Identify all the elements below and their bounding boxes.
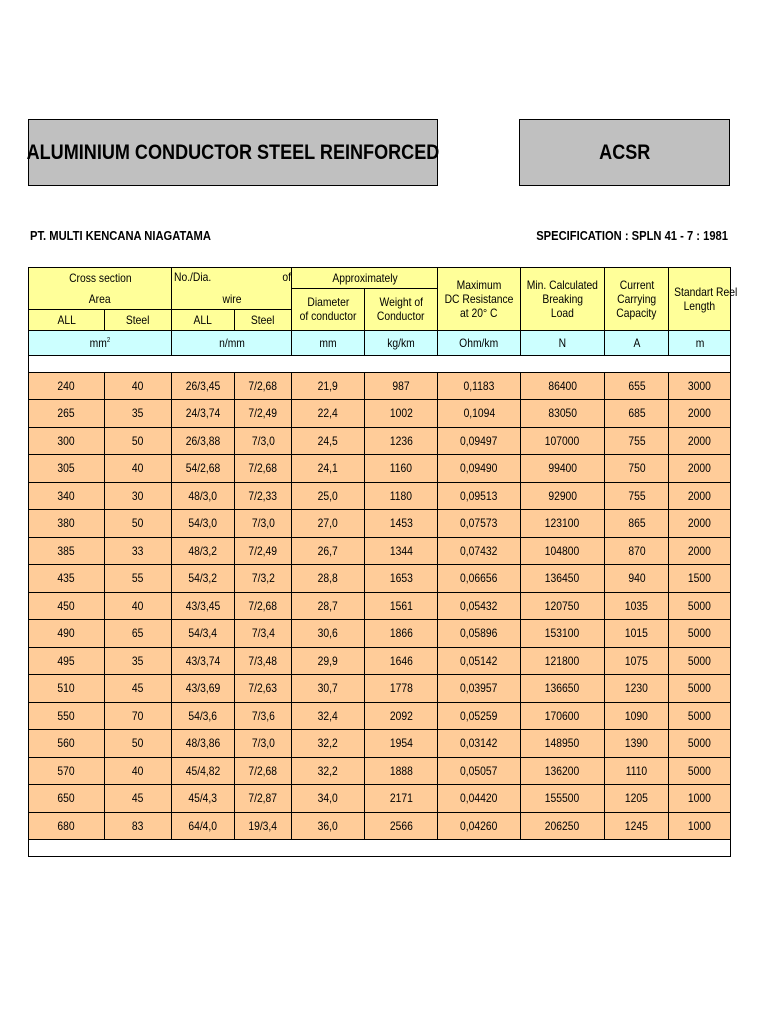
cell-area-all: 435 [29,565,105,593]
cell-wire-steel: 7/2,33 [235,482,292,510]
cell-wire-all: 43/3,74 [172,647,235,675]
cell-diameter: 32,2 [292,730,365,758]
cell-weight: 1561 [365,592,438,620]
cell-diameter: 29,9 [292,647,365,675]
cell-weight: 1954 [365,730,438,758]
end-row [29,840,731,857]
table-row [29,647,731,675]
cell-diameter: 25,0 [292,482,365,510]
cell-area-steel: 35 [105,400,172,428]
conductor-spec-table [28,267,738,857]
cell-wire-steel: 7/2,68 [235,455,292,483]
cell-diameter: 24,5 [292,427,365,455]
cell-area-all: 650 [29,785,105,813]
cell-wire-steel: 7/2,68 [235,372,292,400]
cell-area-steel: 50 [105,427,172,455]
cell-current: 750 [605,455,669,483]
document-title-text: ALUMINIUM CONDUCTOR STEEL REINFORCED [26,140,440,164]
cell-weight: 2566 [365,812,438,840]
cell-current: 1075 [605,647,669,675]
cell-weight: 1888 [365,757,438,785]
cell-wire-all: 48/3,2 [172,537,235,565]
cell-wire-steel: 7/3,48 [235,647,292,675]
cell-resistance: 0,05432 [438,592,521,620]
cell-breaking-load: 99400 [521,455,605,483]
cell-wire-all: 43/3,45 [172,592,235,620]
table-row [29,427,731,455]
cell-reel-length: 5000 [669,675,731,703]
cell-current: 685 [605,400,669,428]
cell-reel-length: 1000 [669,785,731,813]
cell-diameter: 24,1 [292,455,365,483]
cell-area-all: 340 [29,482,105,510]
cell-area-all: 380 [29,510,105,538]
cell-diameter: 30,6 [292,620,365,648]
cell-breaking-load: 83050 [521,400,605,428]
cell-wire-all: 48/3,0 [172,482,235,510]
cell-current: 865 [605,510,669,538]
header-breaking-load: Min. Calculated Breaking Load [521,268,605,331]
cell-current: 655 [605,372,669,400]
unit-weight: kg/km [365,330,438,355]
unit-breaking-load: N [521,330,605,355]
cell-wire-all: 48/3,86 [172,730,235,758]
cell-current: 1090 [605,702,669,730]
cell-wire-all: 45/4,3 [172,785,235,813]
cell-current: 1230 [605,675,669,703]
cell-diameter: 32,4 [292,702,365,730]
cell-breaking-load: 120750 [521,592,605,620]
cell-area-all: 490 [29,620,105,648]
cell-area-all: 570 [29,757,105,785]
table-row [29,510,731,538]
cell-diameter: 21,9 [292,372,365,400]
cell-wire-all: 54/2,68 [172,455,235,483]
cell-reel-length: 5000 [669,757,731,785]
table-row [29,537,731,565]
cell-current: 1035 [605,592,669,620]
cell-breaking-load: 155500 [521,785,605,813]
table-row [29,400,731,428]
table-row [29,812,731,840]
cell-resistance: 0,1183 [438,372,521,400]
cell-current: 1205 [605,785,669,813]
cell-resistance: 0,05259 [438,702,521,730]
cell-resistance: 0,09513 [438,482,521,510]
table-row [29,482,731,510]
cell-current: 1015 [605,620,669,648]
cell-area-all: 495 [29,647,105,675]
cell-reel-length: 5000 [669,730,731,758]
cell-diameter: 27,0 [292,510,365,538]
cell-wire-all: 64/4,0 [172,812,235,840]
unit-reel: m [669,330,731,355]
header-area-steel: Steel [105,309,172,330]
cell-wire-all: 26/3,88 [172,427,235,455]
cell-resistance: 0,04260 [438,812,521,840]
unit-diameter: mm [292,330,365,355]
header-resistance: Maximum DC Resistance at 20° C [438,268,521,331]
cell-wire-all: 26/3,45 [172,372,235,400]
header-current-capacity: Current Carrying Capacity [605,268,669,331]
cell-area-all: 550 [29,702,105,730]
cell-wire-steel: 7/3,6 [235,702,292,730]
header-diameter: Diameter of conductor [292,289,365,331]
cell-wire-all: 54/3,4 [172,620,235,648]
cell-area-steel: 40 [105,372,172,400]
spacer-row [29,355,731,372]
cell-wire-steel: 7/2,63 [235,675,292,703]
cell-weight: 1453 [365,510,438,538]
header-reel-length: Standart Reel Length [669,268,731,331]
cell-diameter: 26,7 [292,537,365,565]
cell-resistance: 0,05896 [438,620,521,648]
header-wire: wire [172,289,292,310]
product-code-box [519,119,730,186]
cell-reel-length: 2000 [669,510,731,538]
cell-breaking-load: 136200 [521,757,605,785]
product-code-text: ACSR [598,140,651,164]
cell-weight: 1866 [365,620,438,648]
cell-reel-length: 5000 [669,620,731,648]
cell-area-steel: 83 [105,812,172,840]
cell-weight: 1646 [365,647,438,675]
cell-wire-all: 54/3,0 [172,510,235,538]
table-row [29,785,731,813]
cell-area-all: 305 [29,455,105,483]
table-row [29,372,731,400]
cell-wire-steel: 19/3,4 [235,812,292,840]
cell-area-all: 560 [29,730,105,758]
table-header [29,268,738,373]
cell-wire-steel: 7/3,0 [235,510,292,538]
cell-area-steel: 35 [105,647,172,675]
cell-current: 1390 [605,730,669,758]
cell-reel-length: 5000 [669,702,731,730]
unit-wire: n/mm [172,330,292,355]
table-row [29,675,731,703]
table-row [29,592,731,620]
cell-area-all: 240 [29,372,105,400]
cell-resistance: 0,09497 [438,427,521,455]
cell-breaking-load: 86400 [521,372,605,400]
table-row [29,455,731,483]
cell-breaking-load: 206250 [521,812,605,840]
cell-area-steel: 40 [105,757,172,785]
cell-area-all: 680 [29,812,105,840]
cell-breaking-load: 136450 [521,565,605,593]
cell-current: 755 [605,482,669,510]
unit-current: A [605,330,669,355]
cell-area-steel: 45 [105,785,172,813]
cell-area-steel: 65 [105,620,172,648]
unit-resistance: Ohm/km [438,330,521,355]
company-name [30,228,240,243]
cell-resistance: 0,07573 [438,510,521,538]
header-cross-section: Cross section [29,268,172,289]
cell-resistance: 0,05142 [438,647,521,675]
cell-wire-steel: 7/2,87 [235,785,292,813]
cell-breaking-load: 148950 [521,730,605,758]
cell-area-all: 510 [29,675,105,703]
cell-diameter: 22,4 [292,400,365,428]
cell-reel-length: 5000 [669,647,731,675]
cell-weight: 1778 [365,675,438,703]
header-wire-all: ALL [172,309,235,330]
cell-weight: 1236 [365,427,438,455]
cell-area-all: 385 [29,537,105,565]
unit-area: $mm^2$ [29,330,172,355]
header-no-dia: No./Dia. of [172,268,292,289]
cell-area-all: 300 [29,427,105,455]
cell-breaking-load: 121800 [521,647,605,675]
table-row [29,757,731,785]
header-approximately: Approximately [292,268,438,289]
cell-reel-length: 2000 [669,482,731,510]
cell-area-steel: 33 [105,537,172,565]
cell-area-steel: 50 [105,730,172,758]
cell-wire-all: 45/4,82 [172,757,235,785]
document-title [28,119,438,186]
table-row [29,702,731,730]
company-name-text: PT. MULTI KENCANA NIAGATAMA [30,228,211,243]
cell-breaking-load: 153100 [521,620,605,648]
cell-reel-length: 3000 [669,372,731,400]
table-row [29,565,731,593]
cell-resistance: 0,06656 [438,565,521,593]
cell-weight: 2092 [365,702,438,730]
cell-breaking-load: 104800 [521,537,605,565]
cell-weight: 1160 [365,455,438,483]
header-wire-steel: Steel [235,309,292,330]
header-area: Area [29,289,172,310]
cell-wire-steel: 7/2,68 [235,757,292,785]
cell-wire-steel: 7/3,0 [235,730,292,758]
cell-weight: 1344 [365,537,438,565]
cell-breaking-load: 92900 [521,482,605,510]
cell-resistance: 0,09490 [438,455,521,483]
specification-text: SPECIFICATION : SPLN 41 - 7 : 1981 [536,228,728,243]
cell-wire-all: 43/3,69 [172,675,235,703]
cell-area-steel: 30 [105,482,172,510]
cell-wire-all: 24/3,74 [172,400,235,428]
cell-area-steel: 50 [105,510,172,538]
cell-reel-length: 2000 [669,537,731,565]
cell-reel-length: 2000 [669,455,731,483]
cell-wire-steel: 7/2,49 [235,537,292,565]
cell-wire-all: 54/3,2 [172,565,235,593]
cell-reel-length: 1500 [669,565,731,593]
cell-diameter: 28,8 [292,565,365,593]
cell-diameter: 30,7 [292,675,365,703]
cell-reel-length: 2000 [669,400,731,428]
cell-area-steel: 40 [105,592,172,620]
cell-area-steel: 55 [105,565,172,593]
cell-diameter: 28,7 [292,592,365,620]
cell-wire-all: 54/3,6 [172,702,235,730]
cell-weight: 987 [365,372,438,400]
cell-current: 1245 [605,812,669,840]
cell-resistance: 0,05057 [438,757,521,785]
cell-weight: 2171 [365,785,438,813]
header-area-all: ALL [29,309,105,330]
cell-current: 870 [605,537,669,565]
cell-breaking-load: 170600 [521,702,605,730]
cell-reel-length: 5000 [669,592,731,620]
cell-weight: 1180 [365,482,438,510]
cell-resistance: 0,03957 [438,675,521,703]
cell-breaking-load: 107000 [521,427,605,455]
cell-area-steel: 45 [105,675,172,703]
cell-area-all: 265 [29,400,105,428]
cell-wire-steel: 7/3,4 [235,620,292,648]
cell-diameter: 36,0 [292,812,365,840]
cell-resistance: 0,04420 [438,785,521,813]
cell-diameter: 32,2 [292,757,365,785]
cell-reel-length: 2000 [669,427,731,455]
cell-wire-steel: 7/3,2 [235,565,292,593]
cell-weight: 1653 [365,565,438,593]
cell-wire-steel: 7/2,49 [235,400,292,428]
cell-current: 940 [605,565,669,593]
cell-area-steel: 40 [105,455,172,483]
cell-wire-steel: 7/2,68 [235,592,292,620]
cell-weight: 1002 [365,400,438,428]
cell-current: 1110 [605,757,669,785]
header-weight: Weight of Conductor [365,289,438,331]
cell-resistance: 0,07432 [438,537,521,565]
cell-resistance: 0,03142 [438,730,521,758]
cell-breaking-load: 123100 [521,510,605,538]
cell-area-steel: 70 [105,702,172,730]
cell-current: 755 [605,427,669,455]
cell-breaking-load: 136650 [521,675,605,703]
specification [505,228,728,243]
cell-area-all: 450 [29,592,105,620]
table-row [29,730,731,758]
table-body [29,372,731,840]
cell-diameter: 34,0 [292,785,365,813]
cell-reel-length: 1000 [669,812,731,840]
cell-wire-steel: 7/3,0 [235,427,292,455]
table-row [29,620,731,648]
cell-resistance: 0,1094 [438,400,521,428]
